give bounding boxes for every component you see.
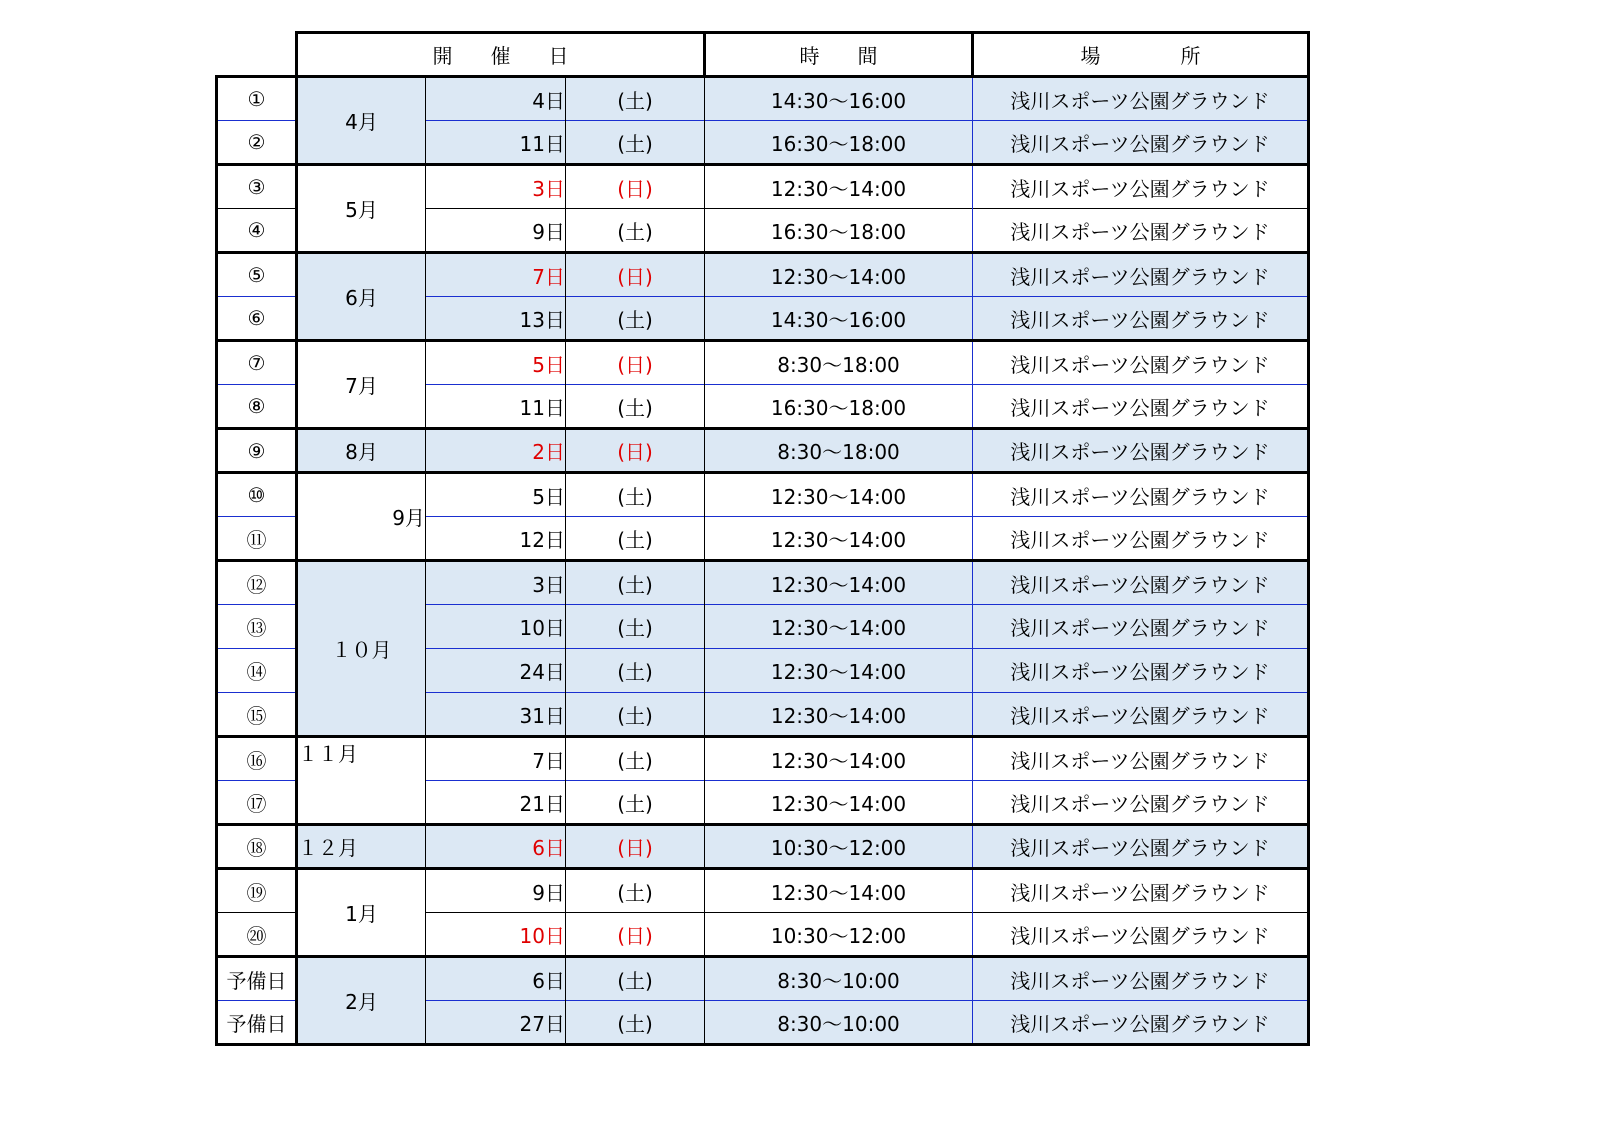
entry-number: 予備日 <box>217 1001 297 1045</box>
header-date-char: 日 <box>548 44 569 68</box>
table-row <box>217 957 1309 1001</box>
weekday-cell: (土) <box>566 737 705 781</box>
weekday-cell: (日) <box>566 165 705 209</box>
place-cell: 浅川スポーツ公園グラウンド <box>973 385 1309 429</box>
place-cell: 浅川スポーツ公園グラウンド <box>973 781 1309 825</box>
time-cell: 12:30〜14:00 <box>705 737 973 781</box>
time-cell: 12:30〜14:00 <box>705 561 973 605</box>
place-cell: 浅川スポーツ公園グラウンド <box>973 561 1309 605</box>
time-cell: 12:30〜14:00 <box>705 869 973 913</box>
day-cell: 9日 <box>426 869 566 913</box>
weekday-cell: (土) <box>566 297 705 341</box>
weekday-cell: (土) <box>566 385 705 429</box>
header-blank <box>217 33 297 77</box>
weekday-cell: (土) <box>566 781 705 825</box>
month-label: 7月 <box>297 341 426 429</box>
time-cell: 10:30〜12:00 <box>705 913 973 957</box>
time-cell: 8:30〜18:00 <box>705 429 973 473</box>
time-cell: 8:30〜18:00 <box>705 341 973 385</box>
header-date-char: 催 <box>490 44 511 68</box>
time-cell: 10:30〜12:00 <box>705 825 973 869</box>
weekday-cell: (土) <box>566 869 705 913</box>
weekday-cell: (土) <box>566 561 705 605</box>
entry-number: ⑱ <box>217 825 297 869</box>
entry-number: ⑪ <box>217 517 297 561</box>
place-cell: 浅川スポーツ公園グラウンド <box>973 737 1309 781</box>
day-cell: 13日 <box>426 297 566 341</box>
place-cell: 浅川スポーツ公園グラウンド <box>973 957 1309 1001</box>
place-cell: 浅川スポーツ公園グラウンド <box>973 297 1309 341</box>
schedule-body <box>217 77 1309 1045</box>
entry-number: ⑰ <box>217 781 297 825</box>
day-cell: 9日 <box>426 209 566 253</box>
weekday-cell: (土) <box>566 209 705 253</box>
day-cell: 6日 <box>426 825 566 869</box>
table-row <box>217 869 1309 913</box>
place-cell: 浅川スポーツ公園グラウンド <box>973 869 1309 913</box>
month-label: 8月 <box>297 429 426 473</box>
table-row <box>217 253 1309 297</box>
weekday-cell: (土) <box>566 517 705 561</box>
day-cell: 11日 <box>426 385 566 429</box>
month-label: 6月 <box>297 253 426 341</box>
day-cell: 12日 <box>426 517 566 561</box>
month-label: 1月 <box>297 869 426 957</box>
place-cell: 浅川スポーツ公園グラウンド <box>973 913 1309 957</box>
day-cell: 7日 <box>426 253 566 297</box>
weekday-cell: (土) <box>566 1001 705 1045</box>
weekday-cell: (日) <box>566 913 705 957</box>
table-row <box>217 165 1309 209</box>
weekday-cell: (土) <box>566 77 705 121</box>
day-cell: 4日 <box>426 77 566 121</box>
weekday-cell: (日) <box>566 253 705 297</box>
entry-number: ① <box>217 77 297 121</box>
header-date-char: 開 <box>432 44 453 68</box>
header-time-char: 時 <box>799 44 820 68</box>
place-cell: 浅川スポーツ公園グラウンド <box>973 517 1309 561</box>
weekday-cell: (日) <box>566 825 705 869</box>
day-cell: 31日 <box>426 693 566 737</box>
place-cell: 浅川スポーツ公園グラウンド <box>973 473 1309 517</box>
header-date <box>297 33 705 77</box>
entry-number: 予備日 <box>217 957 297 1001</box>
month-label: １２月 <box>297 825 426 869</box>
month-label: １１月 <box>297 737 426 825</box>
day-cell: 3日 <box>426 561 566 605</box>
day-cell: 21日 <box>426 781 566 825</box>
entry-number: ⑯ <box>217 737 297 781</box>
month-label: 4月 <box>297 77 426 165</box>
table-row <box>217 561 1309 605</box>
day-cell: 2日 <box>426 429 566 473</box>
time-cell: 14:30〜16:00 <box>705 77 973 121</box>
time-cell: 12:30〜14:00 <box>705 517 973 561</box>
weekday-cell: (土) <box>566 649 705 693</box>
day-cell: 7日 <box>426 737 566 781</box>
table-row <box>217 473 1309 517</box>
place-cell: 浅川スポーツ公園グラウンド <box>973 165 1309 209</box>
month-label: 2月 <box>297 957 426 1045</box>
place-cell: 浅川スポーツ公園グラウンド <box>973 77 1309 121</box>
place-cell: 浅川スポーツ公園グラウンド <box>973 1001 1309 1045</box>
place-cell: 浅川スポーツ公園グラウンド <box>973 693 1309 737</box>
entry-number: ⑮ <box>217 693 297 737</box>
day-cell: 27日 <box>426 1001 566 1045</box>
day-cell: 10日 <box>426 605 566 649</box>
table-row <box>217 825 1309 869</box>
place-cell: 浅川スポーツ公園グラウンド <box>973 341 1309 385</box>
header-place <box>973 33 1309 77</box>
time-cell: 12:30〜14:00 <box>705 781 973 825</box>
day-cell: 6日 <box>426 957 566 1001</box>
entry-number: ⑥ <box>217 297 297 341</box>
entry-number: ⑨ <box>217 429 297 473</box>
time-cell: 16:30〜18:00 <box>705 385 973 429</box>
entry-number: ⑧ <box>217 385 297 429</box>
day-cell: 5日 <box>426 341 566 385</box>
month-label: １０月 <box>297 561 426 737</box>
entry-number: ③ <box>217 165 297 209</box>
place-cell: 浅川スポーツ公園グラウンド <box>973 605 1309 649</box>
time-cell: 8:30〜10:00 <box>705 957 973 1001</box>
month-label: 5月 <box>297 165 426 253</box>
place-cell: 浅川スポーツ公園グラウンド <box>973 253 1309 297</box>
entry-number: ⑳ <box>217 913 297 957</box>
entry-number: ④ <box>217 209 297 253</box>
month-label: 9月 <box>297 473 426 561</box>
day-cell: 10日 <box>426 913 566 957</box>
day-cell: 24日 <box>426 649 566 693</box>
weekday-cell: (土) <box>566 957 705 1001</box>
entry-number: ⑬ <box>217 605 297 649</box>
entry-number: ⑩ <box>217 473 297 517</box>
day-cell: 3日 <box>426 165 566 209</box>
place-cell: 浅川スポーツ公園グラウンド <box>973 825 1309 869</box>
time-cell: 12:30〜14:00 <box>705 693 973 737</box>
entry-number: ⑦ <box>217 341 297 385</box>
table-row <box>217 341 1309 385</box>
time-cell: 12:30〜14:00 <box>705 165 973 209</box>
entry-number: ⑫ <box>217 561 297 605</box>
header-time-char: 間 <box>857 44 878 68</box>
time-cell: 16:30〜18:00 <box>705 209 973 253</box>
time-cell: 8:30〜10:00 <box>705 1001 973 1045</box>
header-place-char: 所 <box>1180 44 1201 68</box>
weekday-cell: (土) <box>566 693 705 737</box>
table-row <box>217 737 1309 781</box>
entry-number: ② <box>217 121 297 165</box>
place-cell: 浅川スポーツ公園グラウンド <box>973 649 1309 693</box>
place-cell: 浅川スポーツ公園グラウンド <box>973 121 1309 165</box>
time-cell: 16:30〜18:00 <box>705 121 973 165</box>
schedule-table <box>215 31 1310 1046</box>
day-cell: 5日 <box>426 473 566 517</box>
table-row <box>217 77 1309 121</box>
header-place-char: 場 <box>1080 44 1101 68</box>
weekday-cell: (土) <box>566 473 705 517</box>
entry-number: ⑤ <box>217 253 297 297</box>
weekday-cell: (土) <box>566 605 705 649</box>
time-cell: 14:30〜16:00 <box>705 297 973 341</box>
time-cell: 12:30〜14:00 <box>705 253 973 297</box>
table-row <box>217 429 1309 473</box>
weekday-cell: (日) <box>566 341 705 385</box>
weekday-cell: (日) <box>566 429 705 473</box>
place-cell: 浅川スポーツ公園グラウンド <box>973 429 1309 473</box>
time-cell: 12:30〜14:00 <box>705 473 973 517</box>
entry-number: ⑲ <box>217 869 297 913</box>
time-cell: 12:30〜14:00 <box>705 649 973 693</box>
day-cell: 11日 <box>426 121 566 165</box>
time-cell: 12:30〜14:00 <box>705 605 973 649</box>
header-time <box>705 33 973 77</box>
entry-number: ⑭ <box>217 649 297 693</box>
weekday-cell: (土) <box>566 121 705 165</box>
place-cell: 浅川スポーツ公園グラウンド <box>973 209 1309 253</box>
